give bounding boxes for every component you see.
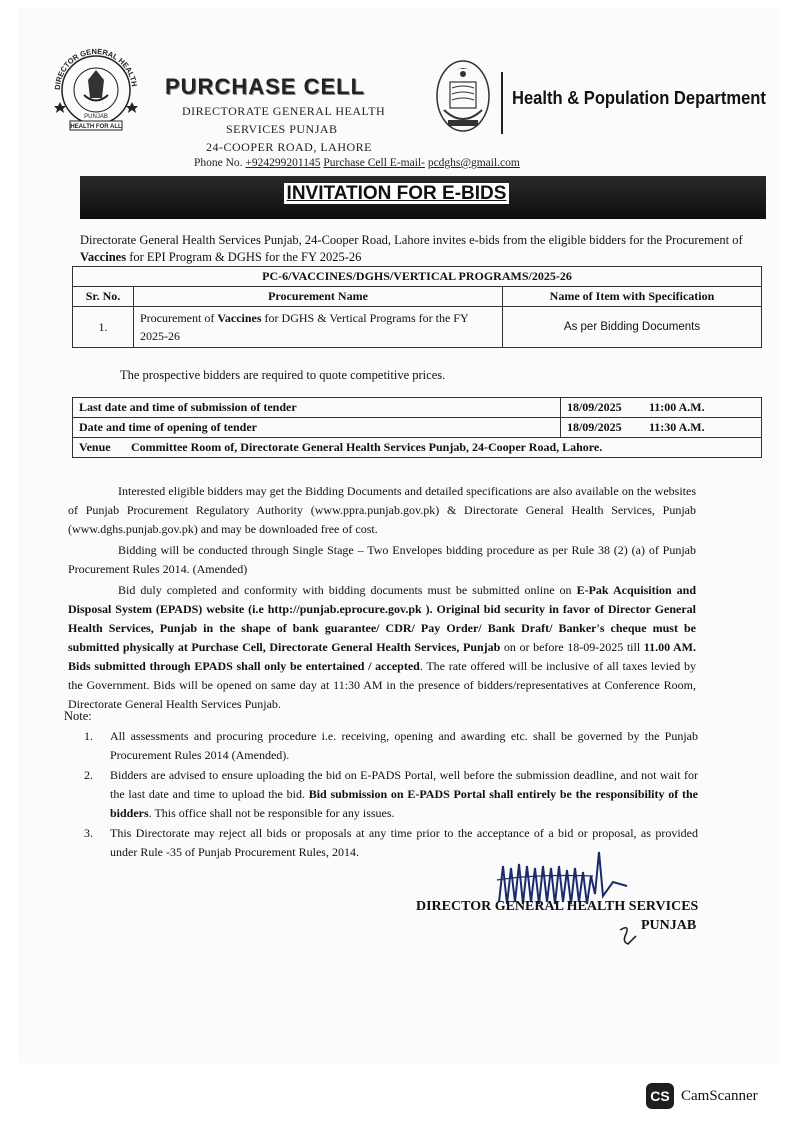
camscanner-label: CamScanner [681,1088,758,1104]
row-sr: 1. [73,307,134,348]
punjab-govt-emblem-logo [434,58,492,134]
banner-title [0,183,793,205]
submission-bold-2: 11.00 AM. Bids submitted through EPADS shall only be entertained / accepted [68,640,697,673]
table-row [73,398,762,418]
initial-mark [616,922,642,948]
opening-label: Date and time of opening of tender [73,418,561,438]
submission-date: 18/09/2025 [560,398,643,418]
venue-label: Venue [73,438,126,458]
submission-bold-1: E-Pak Acquisition and Disposal System (EPADS) website (i.e http://punjab.eprocure.gov.pk ). Original bid security in favor of Director General Health Services, Punjab in the shape of bank guarantee/ CDR/ Pay Order/ Bank Draft/ Banker's cheque must be submitted physically at Purchase Cell, Directorate General Health Services, Punjab [68,583,697,654]
address-line-2: SERVICES PUNJAB [226,122,338,136]
note-number: 2. [84,768,93,782]
address-line-1: DIRECTORATE GENERAL HEALTH [182,104,386,118]
list-item [84,727,698,765]
address-line-3: 24-COOPER ROAD, LAHORE [206,140,373,154]
column-header-spec: Name of Item with Specification [503,287,762,307]
submission-text-3: . The rate offered will be inclusive of all taxes levied by the Government. Bids will be opened on same day at 11:30 AM in the presence of bidders/representatives at Conference Room, Directorate General Health Services Punjab. [68,659,696,711]
schedule-table [72,397,762,458]
contact-line [194,157,520,169]
quote-note: The prospective bidders are required to quote competitive prices. [120,368,446,382]
paragraph-procedure: Bidding will be conducted through Single Stage – Two Envelopes bidding procedure as per Rule 38 (2) (a) of Punjab Procurement Rules 2014. (Amended) [68,543,696,576]
camscanner-logo: CS [646,1083,674,1109]
emblem-arc-text: DIRECTOR GENERAL HEALTH [52,46,139,91]
email-address: pcdghs@gmail.com [427,157,520,169]
note-label: Note: [64,709,92,723]
department-name: Health & Population Department [512,88,766,108]
paragraph-availability: Interested eligible bidders may get the Bidding Documents and detailed specifications are also available on the websites of Punjab Procurement Regulatory Authority (www.ppra.punjab.gov.pk) & Directorate General Health Services, Punjab (www.dghs.punjab.gov.pk) and may be downloaded free of cost. [68,484,696,536]
procurement-table [72,266,762,348]
column-header-sr: Sr. No. [73,287,134,307]
submission-text-2: on or before 18-09-2025 till [500,640,644,654]
intro-paragraph [80,232,770,266]
emblem-motto-text: HEALTH FOR ALL [70,124,122,130]
opening-time: 11:30 A.M. [643,418,762,438]
intro-vaccines: Vaccines [80,250,127,264]
emblem-sub-text: PUNJAB [84,114,108,120]
row-name-vaccines: Vaccines [217,311,262,325]
note-bold: Bid submission on E-PADS Portal shall entirely be the responsibility of the bidders [110,787,698,820]
table-row [73,418,762,438]
phone-number: +924299201145 [245,157,321,169]
intro-text-2: for EPI Program & DGHS for the FY 2025-26 [126,250,362,264]
note-number: 1. [84,729,93,743]
table-row [73,438,762,458]
header-divider [501,72,503,134]
submission-label: Last date and time of submission of tender [73,398,561,418]
opening-date: 18/09/2025 [560,418,643,438]
venue-value: Committee Room of, Directorate General Health Services Punjab, 24-Cooper Road, Lahore. [125,438,762,458]
submission-time: 11:00 A.M. [643,398,762,418]
note-text: All assessments and procuring procedure i.e. receiving, opening and awarding etc. shall be governed by the Punjab Procurement Rules 2014 (Amended). [110,729,698,762]
body-text [68,482,696,716]
signatory-region: PUNJAB [641,918,697,933]
row-name [134,307,503,348]
note-text: Bidders are advised to ensure uploading the bid on E-PADS Portal, well before the submission deadline, and not wait for the last date and time to upload the bid. [110,768,698,801]
procurement-reference: PC-6/VACCINES/DGHS/VERTICAL PROGRAMS/2025-26 [73,267,762,287]
intro-text-1: Directorate General Health Services Punjab, 24-Cooper Road, Lahore invites e-bids from the eligible bidders for the Procurement of [80,233,743,247]
banner-title-text: INVITATION FOR E-BIDS [284,183,510,204]
note-text: This Directorate may reject all bids or proposals at any time prior to the acceptance of a bid or proposal, as provided under Rule -35 of Punjab Procurement Rules, 2014. [110,826,698,859]
row-name-text-2: for DGHS & Vertical Programs for the FY 2025-26 [140,311,469,343]
note-number: 3. [84,826,93,840]
dghs-emblem-logo [46,40,146,134]
list-item [84,766,698,823]
submission-text-1: Bid duly completed and conformity with bidding documents must be submitted online on [118,583,577,597]
email-label: Purchase Cell E-mail- [323,157,425,169]
row-spec: As per Bidding Documents [503,307,762,348]
signatory-title: DIRECTOR GENERAL HEALTH SERVICES [416,899,699,914]
row-name-text-1: Procurement of [140,311,218,325]
note-tail: . This office shall not be responsible for any issues. [148,806,395,820]
column-header-name: Procurement Name [134,287,503,307]
purchase-cell-title: PURCHASE CELL [165,74,366,99]
phone-label: Phone No. [194,157,243,169]
paragraph-submission [68,581,696,714]
table-row [73,307,762,348]
notes-list [84,727,698,863]
